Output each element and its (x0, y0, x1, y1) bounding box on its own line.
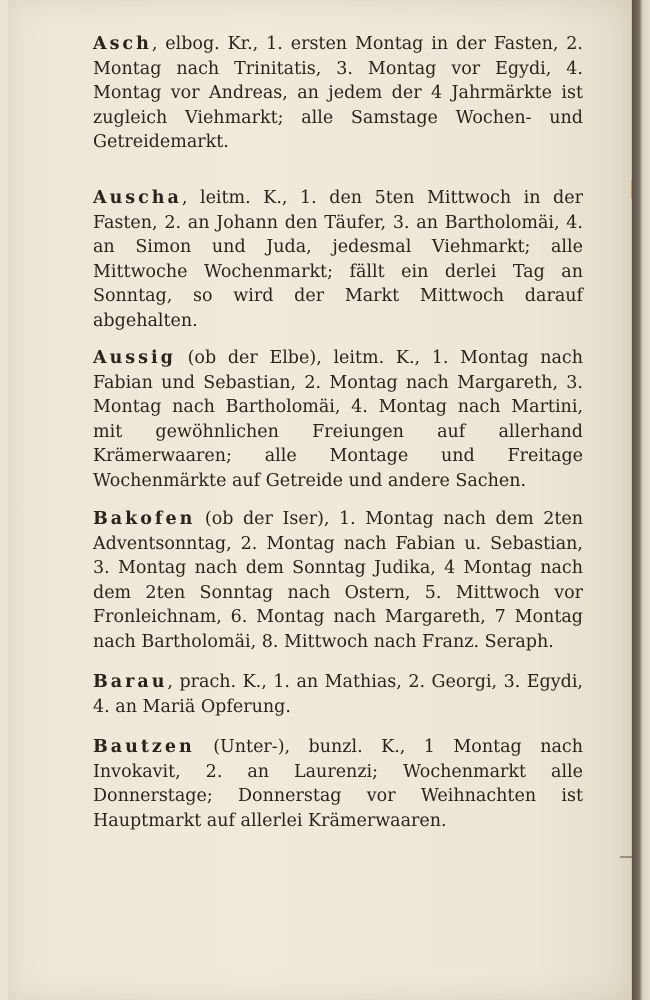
entry-text: , prach. K., 1. an Mathias, 2. Georgi, 3. Egydi, 4. an Mariä Opferung. (93, 672, 583, 717)
entry-asch (93, 32, 583, 155)
entry-bakofen (93, 507, 583, 654)
place-name: Bautzen (93, 737, 195, 757)
place-name: Auscha (93, 188, 182, 208)
entry-auscha (93, 186, 583, 333)
book-page (8, 0, 632, 1000)
place-name: Asch (93, 34, 152, 54)
bleed-through-header (308, 6, 428, 32)
entry-text: (ob der Iser), 1. Montag nach dem 2ten Adventsonntag, 2. Montag nach Fabian u. Sebastian, 3. Montag nach dem Sonntag Judika, 4 Montag nach dem 2ten Sonntag nach Ostern, 5. Mittwoch vor Fronleichnam, 6. Montag nach Margareth, 7 Montag nach Bartholomäi, 8. Mittwoch nach Franz. Seraph. (93, 509, 583, 652)
entry-text: , elbog. Kr., 1. ersten Montag in der Fasten, 2. Montag nach Trinitatis, 3. Montag vor Egydi, 4. Montag vor Andreas, an jedem der 4 Jahrmärkte ist zugleich Viehmarkt; alle Samstage Wochen- und Getreidemarkt. (93, 34, 583, 152)
entry-barau (93, 670, 583, 719)
place-name: Aussig (93, 348, 176, 368)
entry-text: (Unter-), bunzl. K., 1 Montag nach Invokavit, 2. an Laurenzi; Wochenmarkt alle Donnerstage; Donnerstag vor Weihnachten ist Hauptmarkt auf allerlei Krämerwaaren. (93, 737, 583, 831)
entry-bautzen (93, 735, 583, 833)
place-name: Bakofen (93, 509, 196, 529)
entry-aussig (93, 346, 583, 493)
book-gutter (632, 0, 650, 1000)
entry-text: , leitm. K., 1. den 5ten Mittwoch in der Fasten, 2. an Johann den Täufer, 3. an Bartholomäi, 4. an Simon und Juda, jedesmal Viehmarkt; alle Mittwoche Wochenmarkt; fällt ein derlei Tag an Sonntag, so wird der Markt Mittwoch darauf abgehalten. (93, 188, 583, 331)
entry-text: (ob der Elbe), leitm. K., 1. Montag nach Fabian und Sebastian, 2. Montag nach Margareth, 3. Montag nach Bartholomäi, 4. Montag nach Martini, mit gewöhnlichen Freiungen auf allerhand Krämerwaaren; alle Montage und Freitage Wochenmärkte auf Getreide und andere Sachen. (93, 348, 583, 491)
place-name: Barau (93, 672, 168, 692)
